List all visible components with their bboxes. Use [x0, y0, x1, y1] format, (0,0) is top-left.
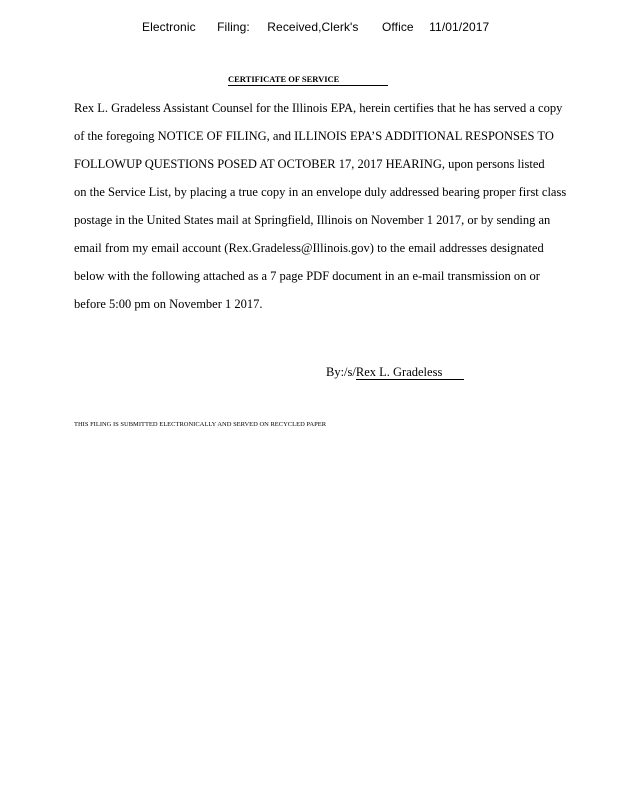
- header-date: 11/01/2017: [429, 20, 490, 34]
- body-line: of the foregoing NOTICE OF FILING, and ILLINOIS EPA’S ADDITIONAL RESPONSES TO: [74, 129, 554, 143]
- body-line: email from my email account (Rex.Gradeless@Illinois.gov) to the email addresses designated: [74, 241, 544, 255]
- header-electronic: Electronic: [142, 20, 196, 34]
- body-line: on the Service List, by placing a true copy in an envelope duly addressed bearing proper first class: [74, 185, 567, 199]
- recycled-paper-note: THIS FILING IS SUBMITTED ELECTRONICALLY AND SERVED ON RECYCLED PAPER: [74, 421, 327, 428]
- signature-name: Rex L. Gradeless: [356, 365, 464, 380]
- body-line: Rex L. Gradeless Assistant Counsel for the Illinois EPA, herein certifies that he has served a copy: [74, 101, 563, 115]
- certificate-title: CERTIFICATE OF SERVICE: [228, 74, 388, 86]
- signature-block: [326, 365, 464, 380]
- body-line: before 5:00 pm on November 1 2017.: [74, 297, 263, 311]
- body-line: FOLLOWUP QUESTIONS POSED AT OCTOBER 17, 2017 HEARING, upon persons listed: [74, 157, 545, 171]
- certificate-body: [74, 97, 614, 321]
- body-line: postage in the United States mail at Springfield, Illinois on November 1 2017, or by sending an: [74, 213, 551, 227]
- body-line: below with the following attached as a 7 page PDF document in an e-mail transmission on or: [74, 269, 540, 283]
- filing-header: [142, 20, 489, 34]
- header-filing: Filing:: [217, 20, 250, 34]
- signature-prefix: By:/s/: [326, 365, 356, 379]
- header-office: Office: [381, 20, 414, 34]
- header-received: Received,Clerk's: [267, 20, 359, 34]
